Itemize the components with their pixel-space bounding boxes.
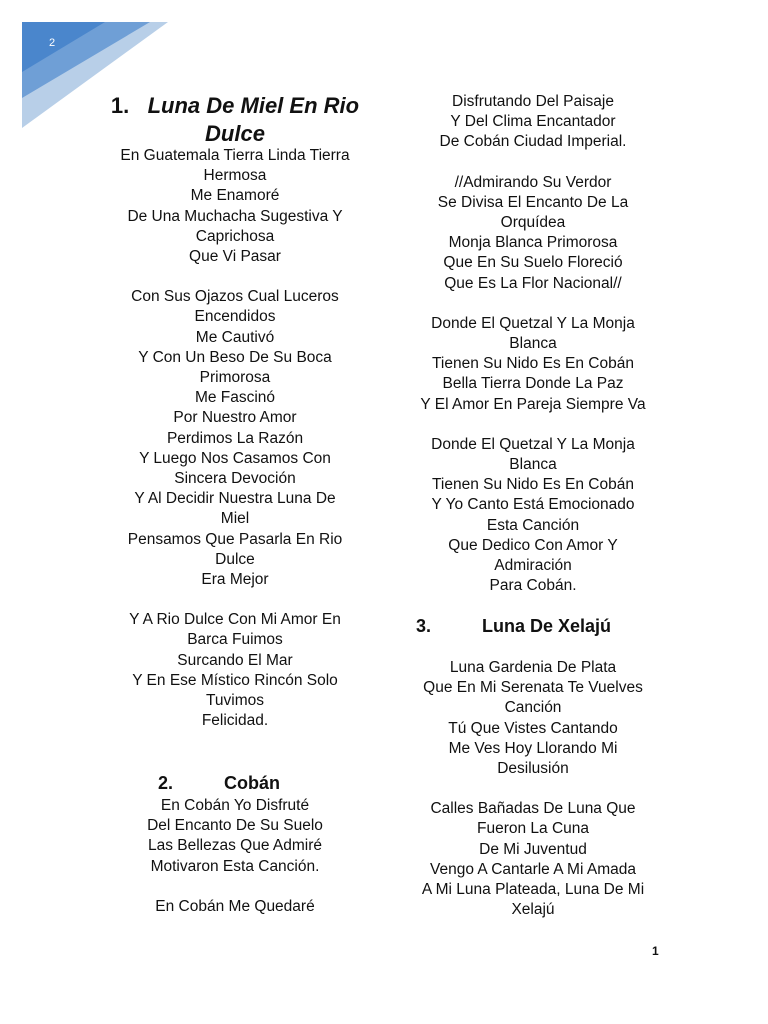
stanza xyxy=(100,146,370,267)
lyric-line: Dulce xyxy=(215,550,255,568)
stanza xyxy=(400,92,666,153)
lyric-line: En Cobán Me Quedaré xyxy=(155,897,315,915)
stanza-gap xyxy=(400,153,666,173)
stanza xyxy=(400,435,666,597)
stanza-gap xyxy=(100,590,370,610)
lyric-line: Por Nuestro Amor xyxy=(173,409,297,427)
lyric-line: Tuvimos xyxy=(206,692,264,710)
song-2-lyrics-left xyxy=(100,796,370,917)
lyric-line: De Mi Juventud xyxy=(479,840,587,858)
lyric-line: Perdimos La Razón xyxy=(166,429,304,447)
lyric-line: Bella Tierra Donde La Paz xyxy=(442,375,624,393)
lyric-line: Y Yo Canto Está Emocionado xyxy=(431,496,635,514)
lyric-line: Calles Bañadas De Luna Que xyxy=(430,800,636,818)
lyric-line: Que Es La Flor Nacional// xyxy=(444,274,622,292)
stanza xyxy=(400,658,666,779)
song-1-number: 1. xyxy=(110,93,130,118)
lyric-line: Y El Amor En Pareja Siempre Va xyxy=(420,395,646,413)
lyric-line: De Cobán Ciudad Imperial. xyxy=(439,133,627,151)
stanza xyxy=(400,314,666,415)
lyric-line: Orquídea xyxy=(500,214,566,232)
lyric-line: Luna Gardenia De Plata xyxy=(449,659,617,676)
stanza-gap xyxy=(400,779,666,799)
lyric-line: En Guatemala Tierra Linda Tierra xyxy=(120,147,350,164)
lyric-line: Miel xyxy=(220,510,250,528)
song-1-name: Luna De Miel En Rio Dulce xyxy=(147,93,360,146)
lyric-line: Que En Su Suelo Floreció xyxy=(443,254,623,272)
stanza xyxy=(100,897,370,917)
lyric-line: Tienen Su Nido Es En Cobán xyxy=(432,355,634,373)
lyric-line: Primorosa xyxy=(199,369,271,387)
lyric-line: Hermosa xyxy=(203,167,267,185)
lyric-line: Me Ves Hoy Llorando Mi xyxy=(448,739,618,757)
lyric-line: A Mi Luna Plateada, Luna De Mi xyxy=(421,881,645,899)
lyric-line: Se Divisa El Encanto De La xyxy=(437,193,629,211)
lyric-line: Y Con Un Beso De Su Boca xyxy=(138,348,332,366)
song-3-name: Luna De Xelajú xyxy=(482,616,612,636)
lyric-line: Monja Blanca Primorosa xyxy=(448,234,618,252)
lyric-line: Y En Ese Místico Rincón Solo xyxy=(132,671,338,689)
stanza-gap xyxy=(400,415,666,435)
song-2-number: 2. xyxy=(158,773,174,793)
lyric-line: Motivaron Esta Canción. xyxy=(150,857,320,875)
song-1-title xyxy=(90,92,380,148)
lyric-line: Que Dedico Con Amor Y xyxy=(448,536,618,554)
stanza xyxy=(100,610,370,731)
lyric-line: Con Sus Ojazos Cual Luceros xyxy=(131,288,339,306)
lyric-line: Blanca xyxy=(509,335,557,353)
song-2-name: Cobán xyxy=(224,773,280,793)
stanza xyxy=(400,173,666,294)
song-2-title xyxy=(158,772,358,794)
lyric-line: Caprichosa xyxy=(195,227,275,245)
lyric-line: Barca Fuimos xyxy=(187,631,283,649)
lyric-line: Surcando El Mar xyxy=(177,651,293,669)
lyric-line: Me Cautivó xyxy=(195,328,275,346)
stanza xyxy=(400,799,666,920)
lyric-line: Blanca xyxy=(509,456,557,474)
song-1-lyrics xyxy=(100,146,370,731)
lyric-line: Fueron La Cuna xyxy=(476,820,590,838)
lyric-line: Y Al Decidir Nuestra Luna De xyxy=(134,490,336,508)
lyric-line: Esta Canción xyxy=(486,516,580,534)
stanza xyxy=(100,796,370,877)
lyric-line: Desilusión xyxy=(497,760,569,778)
lyric-line: Sincera Devoción xyxy=(174,470,296,488)
lyric-line: Las Bellezas Que Admiré xyxy=(147,837,323,855)
song-3-title xyxy=(416,615,666,637)
song-3-lyrics xyxy=(400,658,666,920)
lyric-line: Y Luego Nos Casamos Con xyxy=(139,449,331,467)
lyric-line: Del Encanto De Su Suelo xyxy=(147,817,323,835)
lyric-line: Y A Rio Dulce Con Mi Amor En xyxy=(129,611,341,629)
lyric-line: Tú Que Vistes Cantando xyxy=(448,719,618,737)
song-3-number: 3. xyxy=(416,616,432,636)
lyric-line: Era Mejor xyxy=(201,571,269,589)
lyric-line: Xelajú xyxy=(511,901,555,919)
lyric-line: Me Fascinó xyxy=(194,389,276,407)
lyric-line: Y Del Clima Encantador xyxy=(450,113,616,131)
lyric-line: Que En Mi Serenata Te Vuelves xyxy=(423,679,643,697)
lyric-line: //Admirando Su Verdor xyxy=(454,173,612,191)
stanza xyxy=(100,287,370,590)
lyric-line: Canción xyxy=(504,699,562,717)
lyric-line: En Cobán Yo Disfruté xyxy=(160,797,310,814)
lyric-line: De Una Muchacha Sugestiva Y xyxy=(127,207,343,225)
lyric-line: Pensamos Que Pasarla En Rio xyxy=(127,530,343,548)
lyric-line: Disfrutando Del Paisaje xyxy=(452,93,614,110)
lyric-line: Felicidad. xyxy=(201,712,269,730)
stanza-gap xyxy=(100,267,370,287)
lyric-line: Que Vi Pasar xyxy=(189,248,281,266)
stanza-gap xyxy=(100,877,370,897)
corner-page-number: 2 xyxy=(49,37,56,49)
lyric-line: Vengo A Cantarle A Mi Amada xyxy=(430,860,636,878)
stanza-gap xyxy=(400,294,666,314)
lyric-line: Para Cobán. xyxy=(489,577,577,595)
song-2-lyrics-right xyxy=(400,92,666,596)
lyric-line: Donde El Quetzal Y La Monja xyxy=(431,314,635,332)
lyric-line: Donde El Quetzal Y La Monja xyxy=(431,435,635,453)
lyric-line: Encendidos xyxy=(194,308,276,326)
lyric-line: Tienen Su Nido Es En Cobán xyxy=(432,476,634,494)
page-number: 1 xyxy=(652,944,659,958)
lyric-line: Me Enamoré xyxy=(190,187,280,205)
lyric-line: Admiración xyxy=(494,557,572,575)
